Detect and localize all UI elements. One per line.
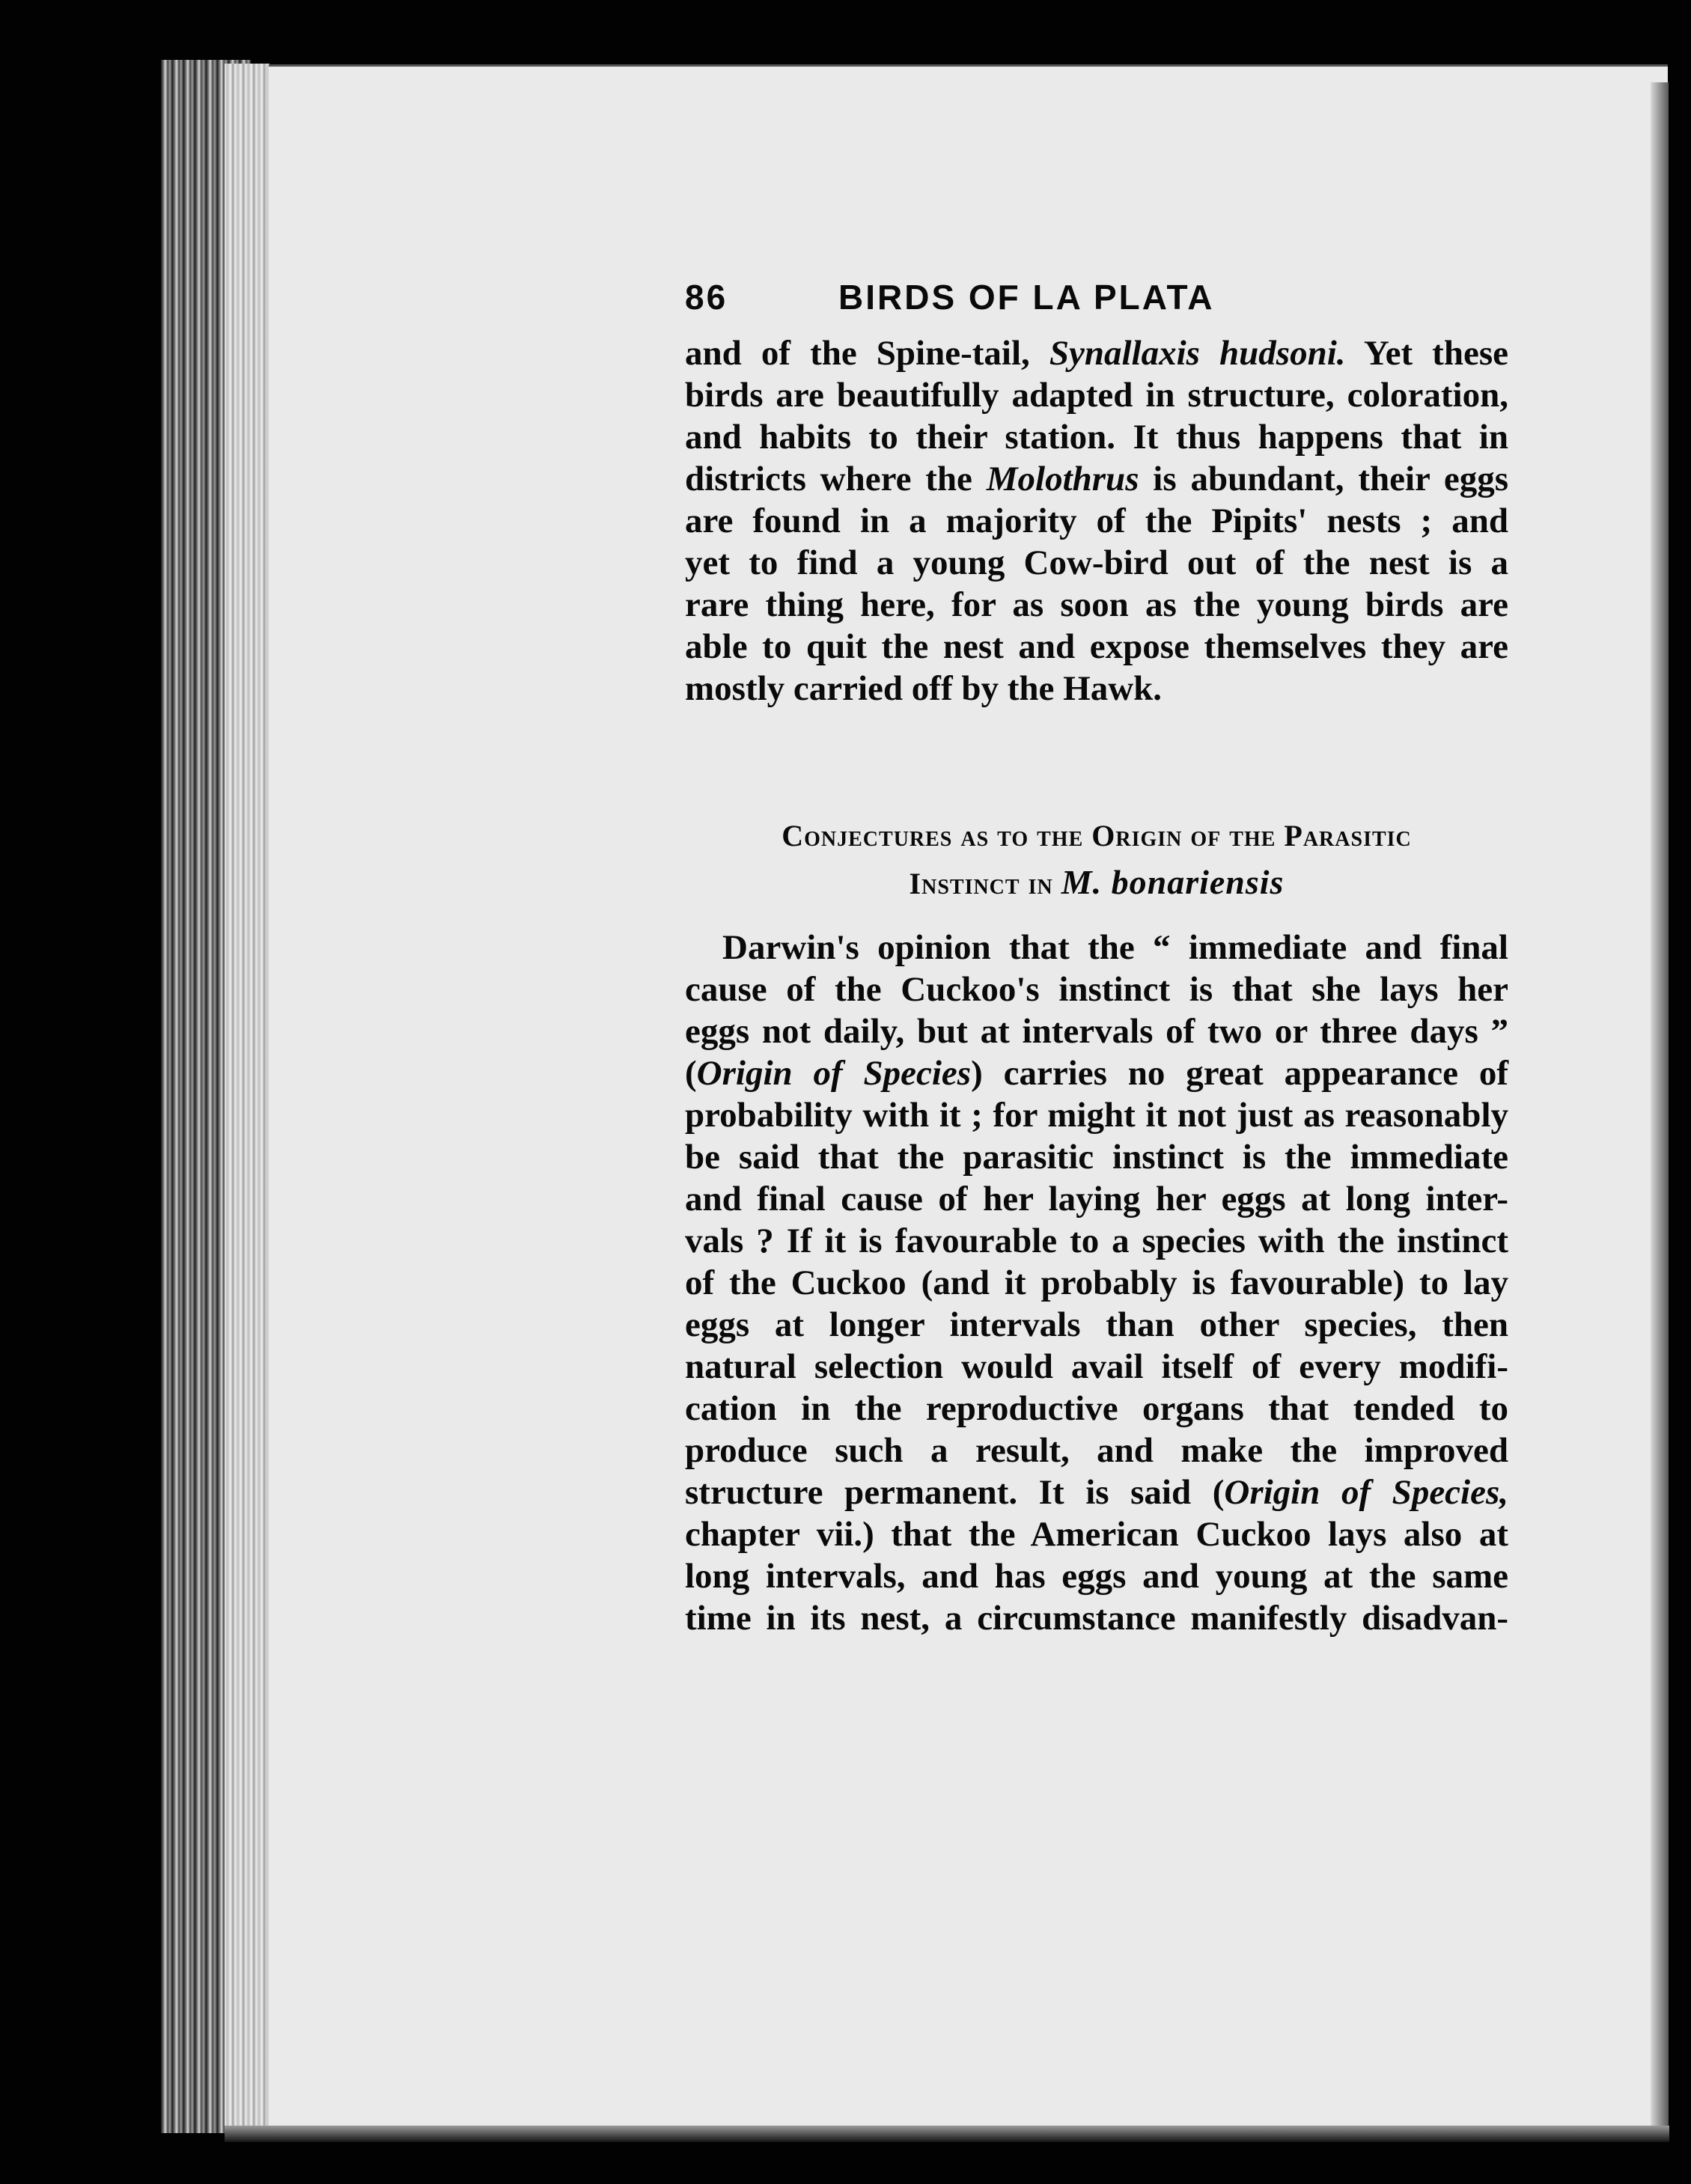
paragraph-1-line: mostly carried off by the Hawk. [685,669,1163,708]
text-block [685,277,1508,1639]
paragraph-2-line: and final cause of her laying her eggs at long inter- [685,1180,1508,1218]
paragraph-2 [685,927,1508,1639]
paragraph-2-line: eggs not daily, but at intervals of two or three days ” [685,1012,1508,1051]
paragraph-2-line: of the Cuckoo (and it probably is favourable) to lay [685,1263,1508,1302]
paragraph-1-line: able to quit the nest and expose themselves they are [685,627,1508,666]
paragraph-1-line: rare thing here, for as soon as the young birds are [685,585,1508,624]
page-bottom-edge [225,2126,1669,2142]
paragraph-2-line: time in its nest, a circumstance manifestly disadvan- [685,1599,1508,1638]
paragraph-2-line: eggs at longer intervals than other species, then [685,1305,1508,1344]
paragraph-2-line: be said that the parasitic instinct is the immediate [685,1138,1508,1177]
paragraph-1-line: and of the Spine-tail, Synallaxis hudsoni. Yet these [685,334,1508,373]
section-heading [685,813,1508,907]
paragraph-2-line: structure permanent. It is said (Origin of Species, [685,1473,1508,1512]
paragraph-2-line: probability with it ; for might it not just as reasonably [685,1096,1508,1135]
paragraph-2-line: natural selection would avail itself of every modifi- [685,1347,1508,1386]
paragraph-2-line: chapter vii.) that the American Cuckoo lays also at [685,1515,1508,1554]
page-edges-inner [225,64,269,2129]
section-heading-line-1: Conjectures as to the Origin of the Parasitic [781,819,1412,852]
paragraph-1-line: are found in a majority of the Pipits' nests ; and [685,501,1508,540]
paragraph-1-line: and habits to their station. It thus happens that in [685,418,1508,457]
paragraph-1-line: yet to find a young Cow-bird out of the nest is a [685,543,1508,582]
paragraph-1-line: birds are beautifully adapted in structure, coloration, [685,376,1508,415]
paragraph-2-line: Darwin's opinion that the “ immediate and final [722,928,1508,967]
page-gutter-shadow [1651,82,1669,2126]
paragraph-2-line: vals ? If it is favourable to a species with the instinct [685,1221,1508,1260]
running-title: BIRDS OF LA PLATA [838,278,1215,317]
page-number: 86 [685,278,728,317]
paragraph-2-line: (Origin of Species) carries no great appearance of [685,1054,1508,1093]
paragraph-2-line: long intervals, and has eggs and young at the same [685,1557,1508,1596]
section-heading-line-2: Instinct in M. bonariensis [909,863,1285,901]
paragraph-2-line: cause of the Cuckoo's instinct is that she lays her [685,970,1508,1009]
paragraph-1 [685,332,1508,710]
paragraph-2-line: cation in the reproductive organs that tended to [685,1389,1508,1428]
paragraph-2-line: produce such a result, and make the improved [685,1431,1508,1470]
paragraph-1-line: districts where the Molothrus is abundant, their eggs [685,460,1508,498]
running-head [685,277,1508,329]
